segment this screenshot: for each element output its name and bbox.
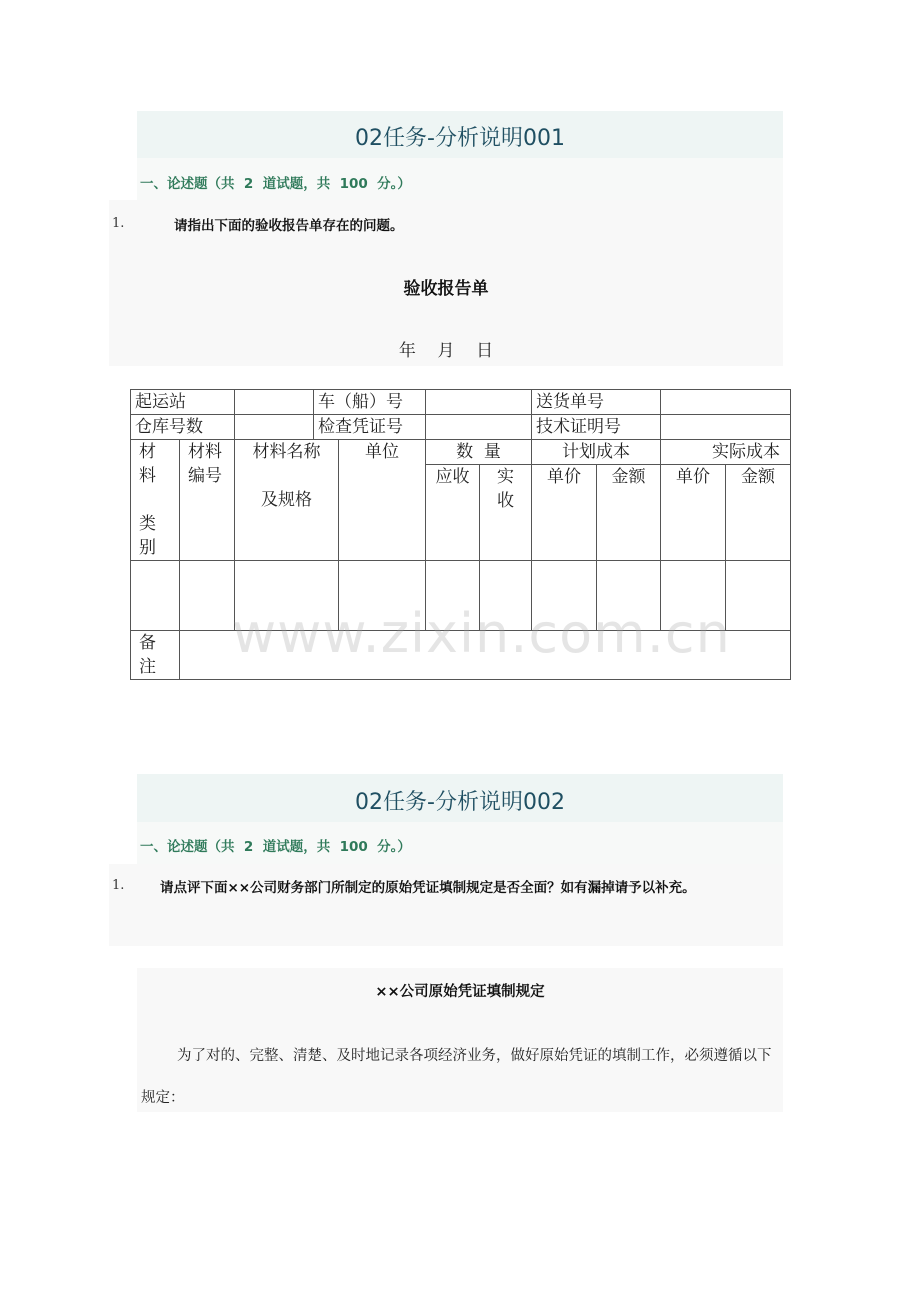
header-actual-cost: 实际成本 xyxy=(661,440,791,465)
header-planned-amount: 金额 xyxy=(597,465,661,561)
table-header-row xyxy=(131,440,791,465)
table-cell xyxy=(235,390,314,415)
form-date-line: 年 月 日 xyxy=(398,341,494,361)
table-row xyxy=(131,415,791,440)
form-title: 验收报告单 xyxy=(403,279,489,299)
rule-box xyxy=(137,968,783,1112)
header-material-category: 材 料 类 别 xyxy=(131,440,180,561)
rule-title: ××公司原始凭证填制规定 xyxy=(375,984,545,1000)
header-material-name: 材料名称 及规格 xyxy=(235,440,339,561)
table-cell xyxy=(131,561,180,631)
task2-title-band xyxy=(137,774,783,822)
table-cell: 技术证明号 xyxy=(532,415,661,440)
task1-title: 02任务-分析说明001 xyxy=(355,126,565,151)
table-cell: 送货单号 xyxy=(532,390,661,415)
task1-question-number: 1. xyxy=(112,216,125,231)
table-cell xyxy=(661,415,791,440)
header-quantity: 数 量 xyxy=(426,440,532,465)
table-cell: 仓库号数 xyxy=(131,415,235,440)
table-cell xyxy=(426,390,532,415)
header-unit: 单位 xyxy=(339,440,426,561)
task1-section-band xyxy=(137,158,783,200)
table-cell xyxy=(235,415,314,440)
task1-question-text: 请指出下面的验收报告单存在的问题。 xyxy=(174,218,404,234)
table-cell: 车（船）号 xyxy=(314,390,426,415)
table-cell xyxy=(726,561,791,631)
table-cell: 起运站 xyxy=(131,390,235,415)
remark-label: 备 注 xyxy=(131,631,180,680)
task2-section-band xyxy=(137,822,783,864)
task2-question-text: 请点评下面××公司财务部门所制定的原始凭证填制规定是否全面？如有漏掉请予以补充。 xyxy=(160,880,696,896)
task1-section-label: 一、论述题（共 2 道试题，共 100 分。） xyxy=(140,176,411,192)
task2-question-number: 1. xyxy=(112,878,125,893)
rule-body: 为了对的、完整、清楚、及时地记录各项经济业务，做好原始凭证的填制工作，必须遵循以下规定： xyxy=(141,1048,772,1106)
header-planned-cost: 计划成本 xyxy=(532,440,661,465)
table-cell xyxy=(426,415,532,440)
table-cell xyxy=(180,561,235,631)
table-cell xyxy=(661,390,791,415)
header-actual-unit-price: 单价 xyxy=(661,465,726,561)
table-cell: 检查凭证号 xyxy=(314,415,426,440)
watermark: www.zixin.com.cn xyxy=(232,602,731,665)
header-actual-amount: 金额 xyxy=(726,465,791,561)
task2-section-label: 一、论述题（共 2 道试题，共 100 分。） xyxy=(140,839,411,855)
header-quantity-received: 实 收 xyxy=(480,465,532,561)
task2-title: 02任务-分析说明002 xyxy=(355,790,565,815)
task1-question-band xyxy=(109,200,783,366)
task2-question-band xyxy=(109,864,783,946)
task1-title-band xyxy=(137,111,783,158)
table-row xyxy=(131,390,791,415)
header-quantity-due: 应收 xyxy=(426,465,480,561)
header-material-code: 材料 编号 xyxy=(180,440,235,561)
header-planned-unit-price: 单价 xyxy=(532,465,597,561)
